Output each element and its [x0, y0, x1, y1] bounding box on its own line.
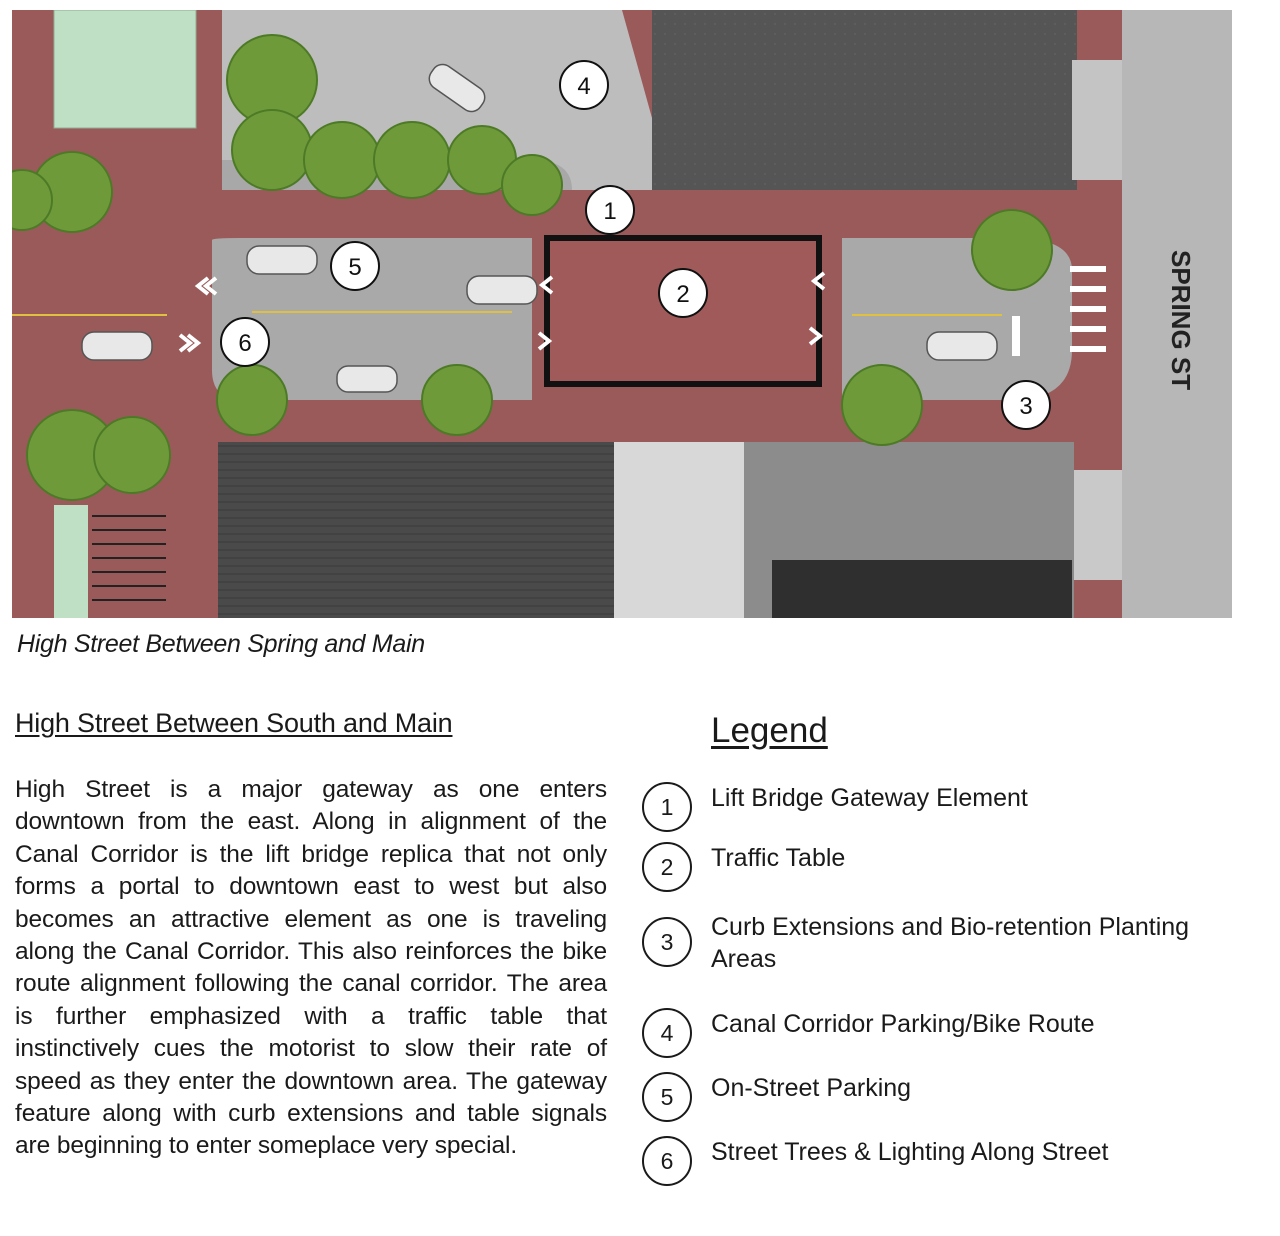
legend-number-badge: 4: [642, 1008, 692, 1058]
image-caption: High Street Between Spring and Main: [17, 630, 425, 658]
section-heading: High Street Between South and Main: [15, 708, 453, 738]
marker-6: [221, 318, 269, 366]
legend-title: Legend: [711, 711, 828, 750]
svg-text:3: 3: [1019, 393, 1033, 420]
spring-st-label: SPRING ST: [1166, 250, 1196, 391]
legend-label: Canal Corridor Parking/Bike Route: [711, 1010, 1095, 1038]
svg-text:4: 4: [577, 73, 591, 100]
svg-text:6: 6: [238, 330, 252, 357]
svg-text:1: 1: [603, 198, 617, 225]
site-plan-drawing: [12, 10, 1232, 618]
legend-label: Traffic Table: [711, 844, 846, 872]
legend-number-badge: 1: [642, 782, 692, 832]
legend-label: Curb Extensions and Bio-retention Planting Areas: [711, 913, 1190, 973]
legend-label: On-Street Parking: [711, 1074, 912, 1102]
legend-number-badge: 6: [642, 1136, 692, 1186]
section-body: High Street is a major gateway as one enters downtown from the east. Along in alignment of the Canal Corridor is the lift bridge replica that not only forms a portal to downtown east to west but also becomes an attractive element as one is traveling along the Canal Corridor. This also reinforces the bike route alignment following the canal corridor. The area is further emphasized with a traffic table that instinctively cues the motorist to slow their rate of speed as they enter the downtown area. The gateway feature along with curb extensions and table signals are beginning to enter someplace very special.: [15, 776, 607, 1160]
svg-text:2: 2: [676, 281, 690, 308]
marker-5: [331, 242, 379, 290]
marker-4: [560, 61, 608, 109]
site-plan-image: [12, 10, 1232, 618]
marker-1: [586, 186, 634, 234]
marker-3: [1002, 381, 1050, 429]
legend-label: Lift Bridge Gateway Element: [711, 784, 1028, 812]
legend-number-badge: 2: [642, 842, 692, 892]
marker-2: [659, 269, 707, 317]
legend-number-badge: 5: [642, 1072, 692, 1122]
legend-label: Street Trees & Lighting Along Street: [711, 1138, 1109, 1166]
svg-text:5: 5: [348, 254, 362, 281]
legend-number-badge: 3: [642, 917, 692, 967]
